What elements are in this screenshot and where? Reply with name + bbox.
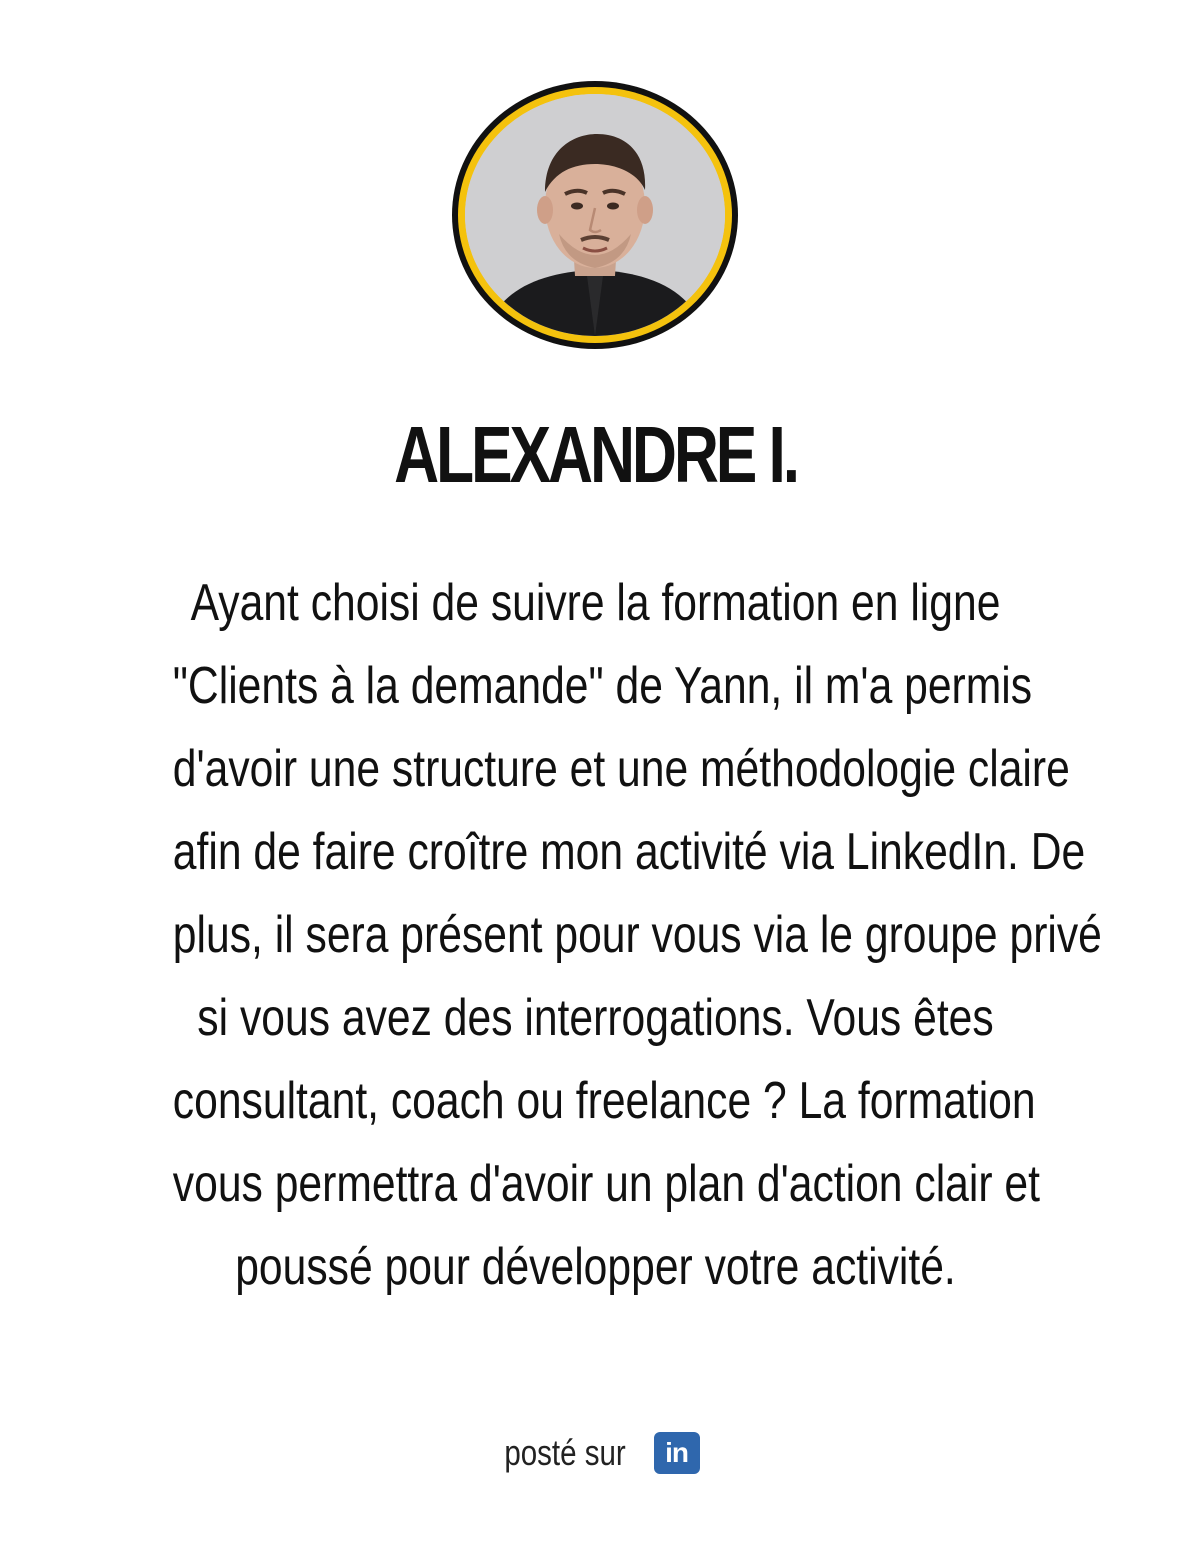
- quote-line: plus, il sera présent pour vous via le groupe privé: [172, 906, 1102, 964]
- quote-line: afin de faire croître mon activité via LinkedIn. De: [172, 823, 1086, 881]
- quote-line: consultant, coach ou freelance ? La formation: [172, 1072, 1036, 1130]
- posted-on-label: posté sur: [504, 1432, 627, 1473]
- posted-on-footer: [0, 1432, 1191, 1482]
- avatar-photo: [465, 94, 725, 336]
- linkedin-icon[interactable]: in: [654, 1432, 700, 1474]
- quote-line: Ayant choisi de suivre la formation en ligne: [190, 574, 1001, 632]
- quote-line: d'avoir une structure et une méthodologie claire: [172, 740, 1070, 798]
- avatar-ring: [458, 87, 732, 343]
- quote-line: "Clients à la demande" de Yann, il m'a permis: [172, 657, 1033, 715]
- portrait-image: [465, 94, 725, 336]
- testimonial-author-name: ALEXANDRE I.: [394, 410, 797, 499]
- quote-line: vous permettra d'avoir un plan d'action clair et: [172, 1155, 1040, 1213]
- posted-on-row: [491, 1432, 699, 1474]
- quote-line: poussé pour développer votre activité.: [235, 1238, 956, 1296]
- testimonial-quote: [172, 562, 1102, 1309]
- quote-line: si vous avez des interrogations. Vous êtes: [197, 989, 994, 1047]
- avatar: [452, 81, 738, 349]
